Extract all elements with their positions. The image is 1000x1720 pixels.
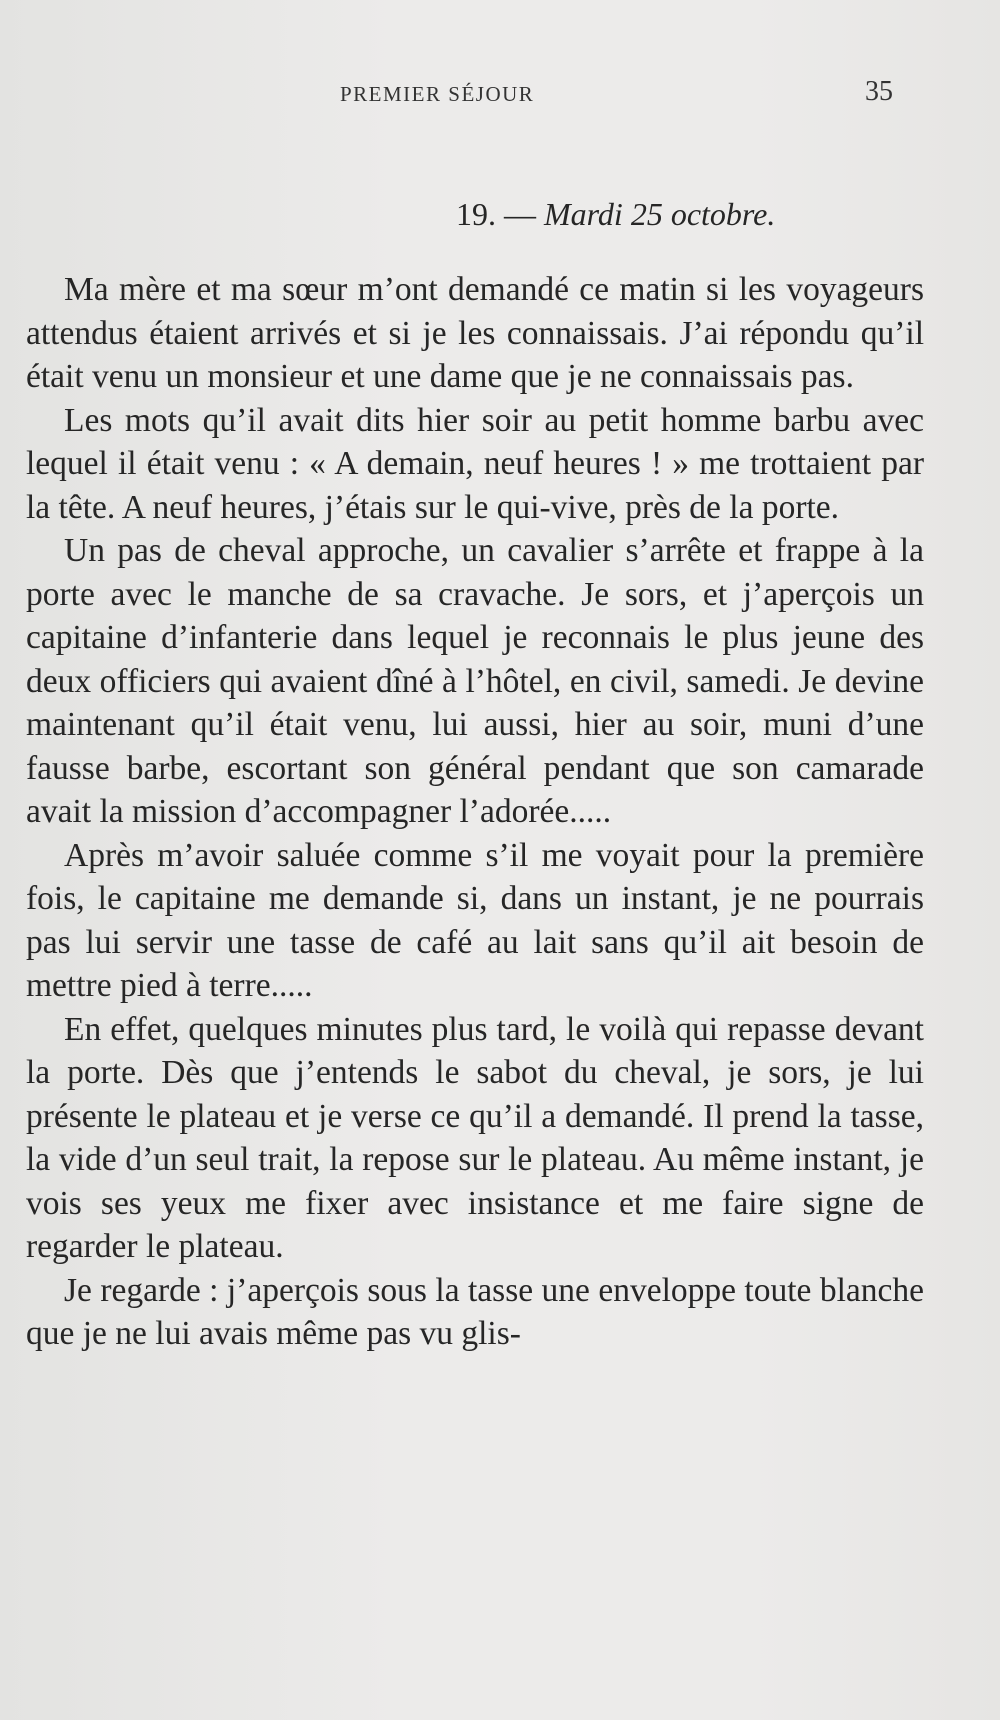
page-number: 35 (865, 76, 893, 107)
paragraph: Les mots qu’il avait dits hier soir au petit homme barbu avec lequel il était venu : « A demain, neuf heures ! » me trottaient par la tête. A neuf heures, j’étais sur le qui-vive, près de la porte. (26, 401, 924, 526)
entry-date: Mardi 25 octobre. (544, 196, 776, 232)
paragraph: Ma mère et ma sœur m’ont demandé ce matin si les voyageurs attendus étaient arrivés et si je les connaissais. J’ai répondu qu’il était venu un monsieur et une dame que je ne connaissais pas. (26, 271, 924, 395)
paragraph: Un pas de cheval approche, un cavalier s’arrête et frappe à la porte avec le manche de sa cravache. Je sors, et j’aperçois un capitaine d’infanterie dans lequel je reconnais le plus jeune des deux officiers qui avaient dîné à l’hôtel, en civil, samedi. Je devine maintenant qu’il était venu, lui aussi, hier au soir, muni d’une fausse barbe, escortant son général pendant que son camarade avait la mission d’accompagner l’adorée..... (26, 532, 924, 830)
paragraph: Après m’avoir saluée comme s’il me voyait pour la première fois, le capitaine me demande si, dans un instant, je ne pourrais pas lui servir une tasse de café au lait sans qu’il ait besoin de mettre pied à terre..... (26, 836, 924, 1004)
paragraph: En effet, quelques minutes plus tard, le voilà qui repasse devant la porte. Dès que j’entends le sabot du cheval, je sors, je lui présente le plateau et je verse ce qu’il a demandé. Il prend la tasse, la vide d’un seul trait, la repose sur le plateau. Au même instant, je vois ses yeux me fixer avec insistance et me faire signe de regarder le plateau. (26, 1010, 924, 1265)
paragraph: Je regarde : j’aperçois sous la tasse une enveloppe toute blanche que je ne lui avais même pas vu glis- (26, 1271, 924, 1352)
entry-dash: — (496, 196, 544, 232)
running-head: PREMIER SÉJOUR (340, 82, 535, 106)
entry-heading (456, 196, 775, 233)
body-text (26, 268, 924, 1356)
entry-number: 19. (456, 196, 496, 232)
